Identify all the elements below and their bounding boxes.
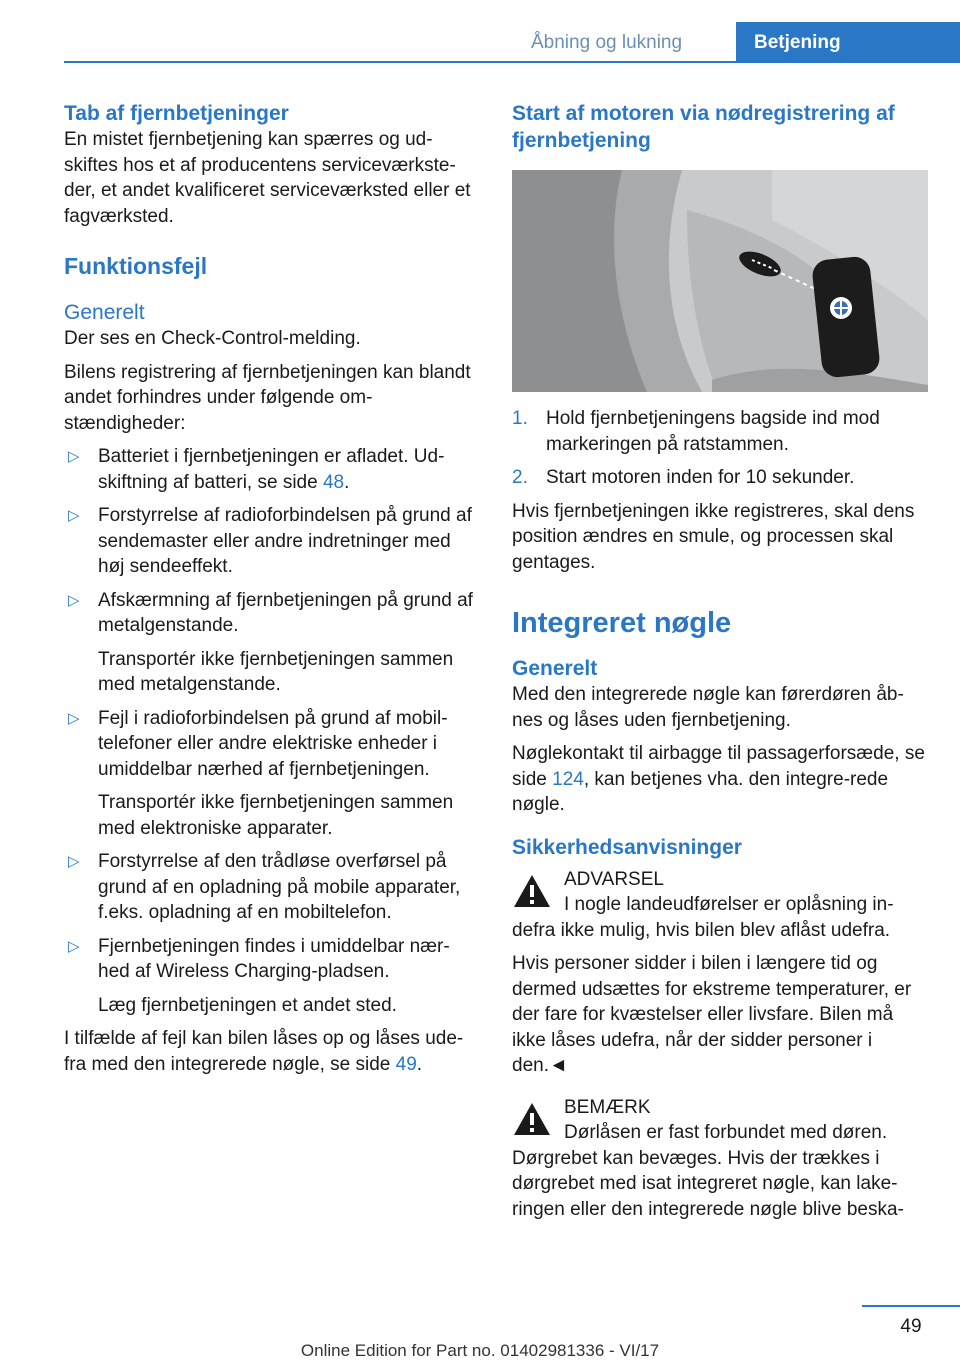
bullet-text: Fejl i radioforbindelsen på grund af mobil-telefoner eller andre elektriske enheder i umiddelbar nærhed af fjernbetjeningen. [98, 707, 448, 780]
right-column [512, 100, 928, 1230]
warning-title: ADVARSEL [564, 868, 664, 890]
page-link-48[interactable]: 48 [322, 471, 345, 493]
page-number: 49 [900, 1316, 922, 1337]
heading-general: Generelt [512, 657, 598, 680]
step-number: 2. [512, 467, 528, 488]
triangle-bullet-icon: ▷ [68, 937, 80, 955]
heading-integrated-key: Integreret nøgle [512, 607, 732, 639]
para-integrated-key-ref [64, 1026, 480, 1077]
list-item [64, 588, 480, 639]
para-text: Nøglekontakt til airbagge til passagerforsæde, se side [512, 743, 925, 790]
triangle-bullet-icon: ▷ [68, 709, 80, 727]
step-1 [512, 406, 928, 457]
note-block [512, 1095, 928, 1121]
steering-column-photo [512, 170, 928, 392]
heading-emergency-start: Start af motoren via nødregistrering af fjernbetjening [512, 102, 895, 152]
heading-general: Generelt [64, 301, 145, 324]
header-section-title: Åbning og lukning [531, 32, 683, 53]
para-text: I tilfælde af fejl kan bilen låses op og låses ude-fra med den integrerede nøgle, se side [64, 1028, 464, 1075]
list-item [64, 706, 480, 783]
list-item [64, 503, 480, 580]
page-link-124[interactable]: 124 [552, 768, 584, 790]
heading-safety: Sikkerhedsanvisninger [512, 835, 742, 859]
triangle-bullet-icon: ▷ [68, 853, 80, 870]
bullet-text: Afskærmning af fjernbetjeningen på grund af metalgenstande. [98, 589, 473, 636]
para-registration: Bilens registrering af fjernbetjeningen kan blandt andet forhindres under følgende om-stændigheder: [64, 361, 471, 434]
step-text: Hold fjernbetjeningens bagside ind mod markeringen på ratstammen. [546, 408, 880, 455]
header-rule [64, 61, 960, 63]
bullet-text: Forstyrrelse af radioforbindelsen på grund af sendemaster eller andre indretninger med høj sendeeffekt. [98, 505, 472, 577]
bullet-text-end: . [344, 471, 350, 493]
bullet-text: Forstyrrelse af den trådløse overførsel på grund af en opladning på mobile apparater, f.eks. opladning af en mobiltelefon. [98, 851, 461, 923]
step-text: Start motoren inden for 10 sekunder. [546, 467, 855, 488]
step-2 [512, 465, 928, 491]
bullet-text: Fjernbetjeningen findes i umiddelbar nær-hed af Wireless Charging-pladsen. [98, 935, 450, 982]
para-check-control: Der ses en Check-Control-melding. [64, 328, 361, 349]
para-integrated-key-2 [512, 741, 928, 818]
step-number: 1. [512, 408, 528, 429]
caution-icon [512, 1101, 552, 1137]
list-item [64, 444, 480, 495]
triangle-bullet-icon: ▷ [68, 507, 80, 524]
triangle-bullet-icon: ▷ [68, 591, 80, 609]
bullet-subtext: Læg fjernbetjeningen et andet sted. [98, 994, 397, 1016]
para-text-end: , kan betjenes vha. den integre-rede nøgle. [512, 768, 889, 815]
footer-edition: Online Edition for Part no. 01402981336 - VI/17 [300, 1341, 660, 1360]
warning-para: Hvis personer sidder i bilen i længere tid og dermed udsættes for ekstreme temperaturer, er der fare for kvæstelser eller livsfare. Bilen må ikke låses udefra, når der sidder personer i den.◄ [512, 953, 912, 1076]
para-not-registered: Hvis fjernbetjeningen ikke registreres, skal dens position ændres en smule, og processen skal gentages. [512, 500, 915, 573]
bullet-text: Batteriet i fjernbetjeningen er afladet. Ud-skiftning af batteri, se side [98, 446, 445, 493]
heading-lost-remote: Tab af fjernbetjeninger [64, 102, 289, 125]
bullet-subtext: Transportér ikke fjernbetjeningen sammen med elektroniske apparater. [98, 792, 454, 839]
para-integrated-key-1: Med den integrerede nøgle kan førerdøren åb-nes og låses uden fjernbetjening. [512, 684, 904, 731]
list-item [64, 934, 480, 985]
triangle-bullet-icon: ▷ [68, 448, 80, 465]
note-title: BEMÆRK [564, 1096, 651, 1118]
left-column [64, 100, 480, 1085]
para-text-end: . [416, 1053, 423, 1075]
page-link-49[interactable]: 49 [395, 1053, 417, 1075]
warning-block [512, 867, 928, 893]
bullet-subtext: Transportér ikke fjernbetjeningen sammen med metalgenstande. [98, 648, 454, 695]
warning-icon [512, 873, 552, 909]
warning-text: I nogle landeudførelser er oplåsning in-defra ikke mulig, hvis bilen blev aflåst udefra. [512, 894, 894, 941]
heading-malfunction: Funktionsfejl [64, 253, 208, 279]
note-text: Dørlåsen er fast forbundet med døren. Dørgrebet kan bevæges. Hvis der trækkes i dørgrebet med isat integreret nøgle, kan lake-ringen eller den integrerede nøgle blive beska- [512, 1122, 904, 1220]
para-lost-remote: En mistet fjernbetjening kan spærres og ud-skiftes hos et af producentens serviceværkste-der, et andet kvalificeret serviceværksted eller et fagværksted. [64, 129, 471, 227]
footer-rule [862, 1305, 960, 1307]
header-tab-active: Betjening [736, 22, 960, 62]
list-item [64, 849, 480, 926]
